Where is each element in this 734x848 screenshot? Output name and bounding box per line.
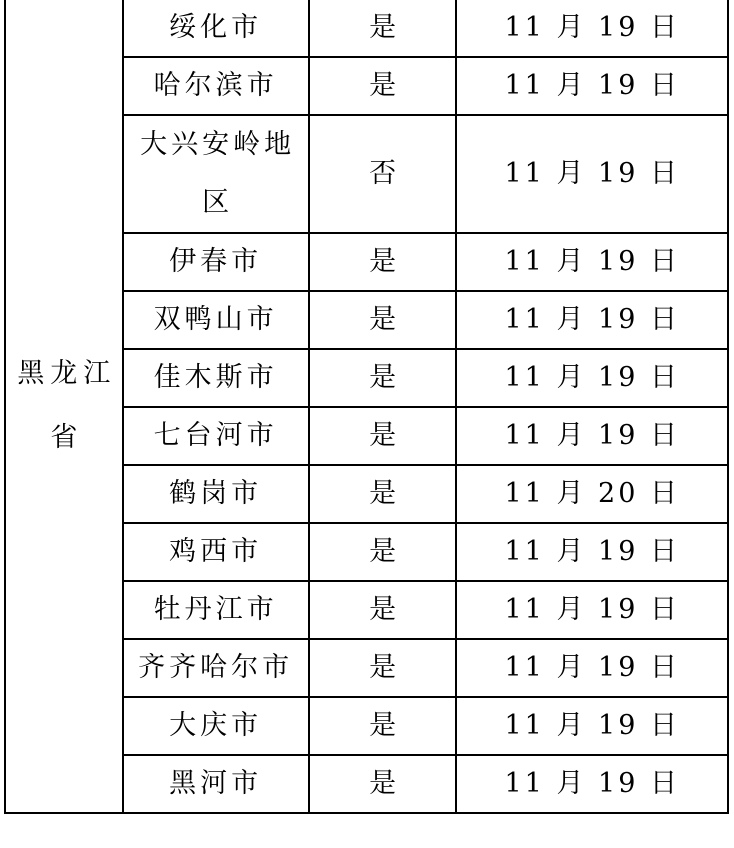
city-cell: 绥化市	[123, 0, 309, 57]
date-cell: 11 月 19 日	[456, 291, 728, 349]
date-cell: 11 月 19 日	[456, 639, 728, 697]
province-cell: 黑龙江省	[5, 0, 123, 813]
date-cell: 11 月 20 日	[456, 465, 728, 523]
flag-cell: 是	[309, 291, 457, 349]
flag-cell: 是	[309, 407, 457, 465]
city-cell: 哈尔滨市	[123, 57, 309, 115]
flag-cell: 否	[309, 115, 457, 233]
flag-cell: 是	[309, 57, 457, 115]
city-cell: 伊春市	[123, 233, 309, 291]
city-cell: 双鸭山市	[123, 291, 309, 349]
city-cell: 黑河市	[123, 755, 309, 813]
city-cell: 牡丹江市	[123, 581, 309, 639]
date-cell: 11 月 19 日	[456, 697, 728, 755]
date-cell: 11 月 19 日	[456, 755, 728, 813]
date-cell: 11 月 19 日	[456, 523, 728, 581]
city-cell: 鸡西市	[123, 523, 309, 581]
date-cell: 11 月 19 日	[456, 407, 728, 465]
flag-cell: 是	[309, 0, 457, 57]
city-cell: 大兴安岭地区	[123, 115, 309, 233]
city-cell: 佳木斯市	[123, 349, 309, 407]
date-cell: 11 月 19 日	[456, 581, 728, 639]
flag-cell: 是	[309, 581, 457, 639]
date-cell: 11 月 19 日	[456, 349, 728, 407]
flag-cell: 是	[309, 639, 457, 697]
flag-cell: 是	[309, 349, 457, 407]
flag-cell: 是	[309, 523, 457, 581]
city-cell: 齐齐哈尔市	[123, 639, 309, 697]
date-cell: 11 月 19 日	[456, 57, 728, 115]
city-cell: 鹤岗市	[123, 465, 309, 523]
table-row	[5, 0, 728, 57]
date-cell: 11 月 19 日	[456, 115, 728, 233]
date-cell: 11 月 19 日	[456, 233, 728, 291]
date-cell: 11 月 19 日	[456, 0, 728, 57]
city-cell: 大庆市	[123, 697, 309, 755]
flag-cell: 是	[309, 233, 457, 291]
city-status-table	[4, 0, 729, 814]
flag-cell: 是	[309, 465, 457, 523]
flag-cell: 是	[309, 697, 457, 755]
flag-cell: 是	[309, 755, 457, 813]
city-cell: 七台河市	[123, 407, 309, 465]
